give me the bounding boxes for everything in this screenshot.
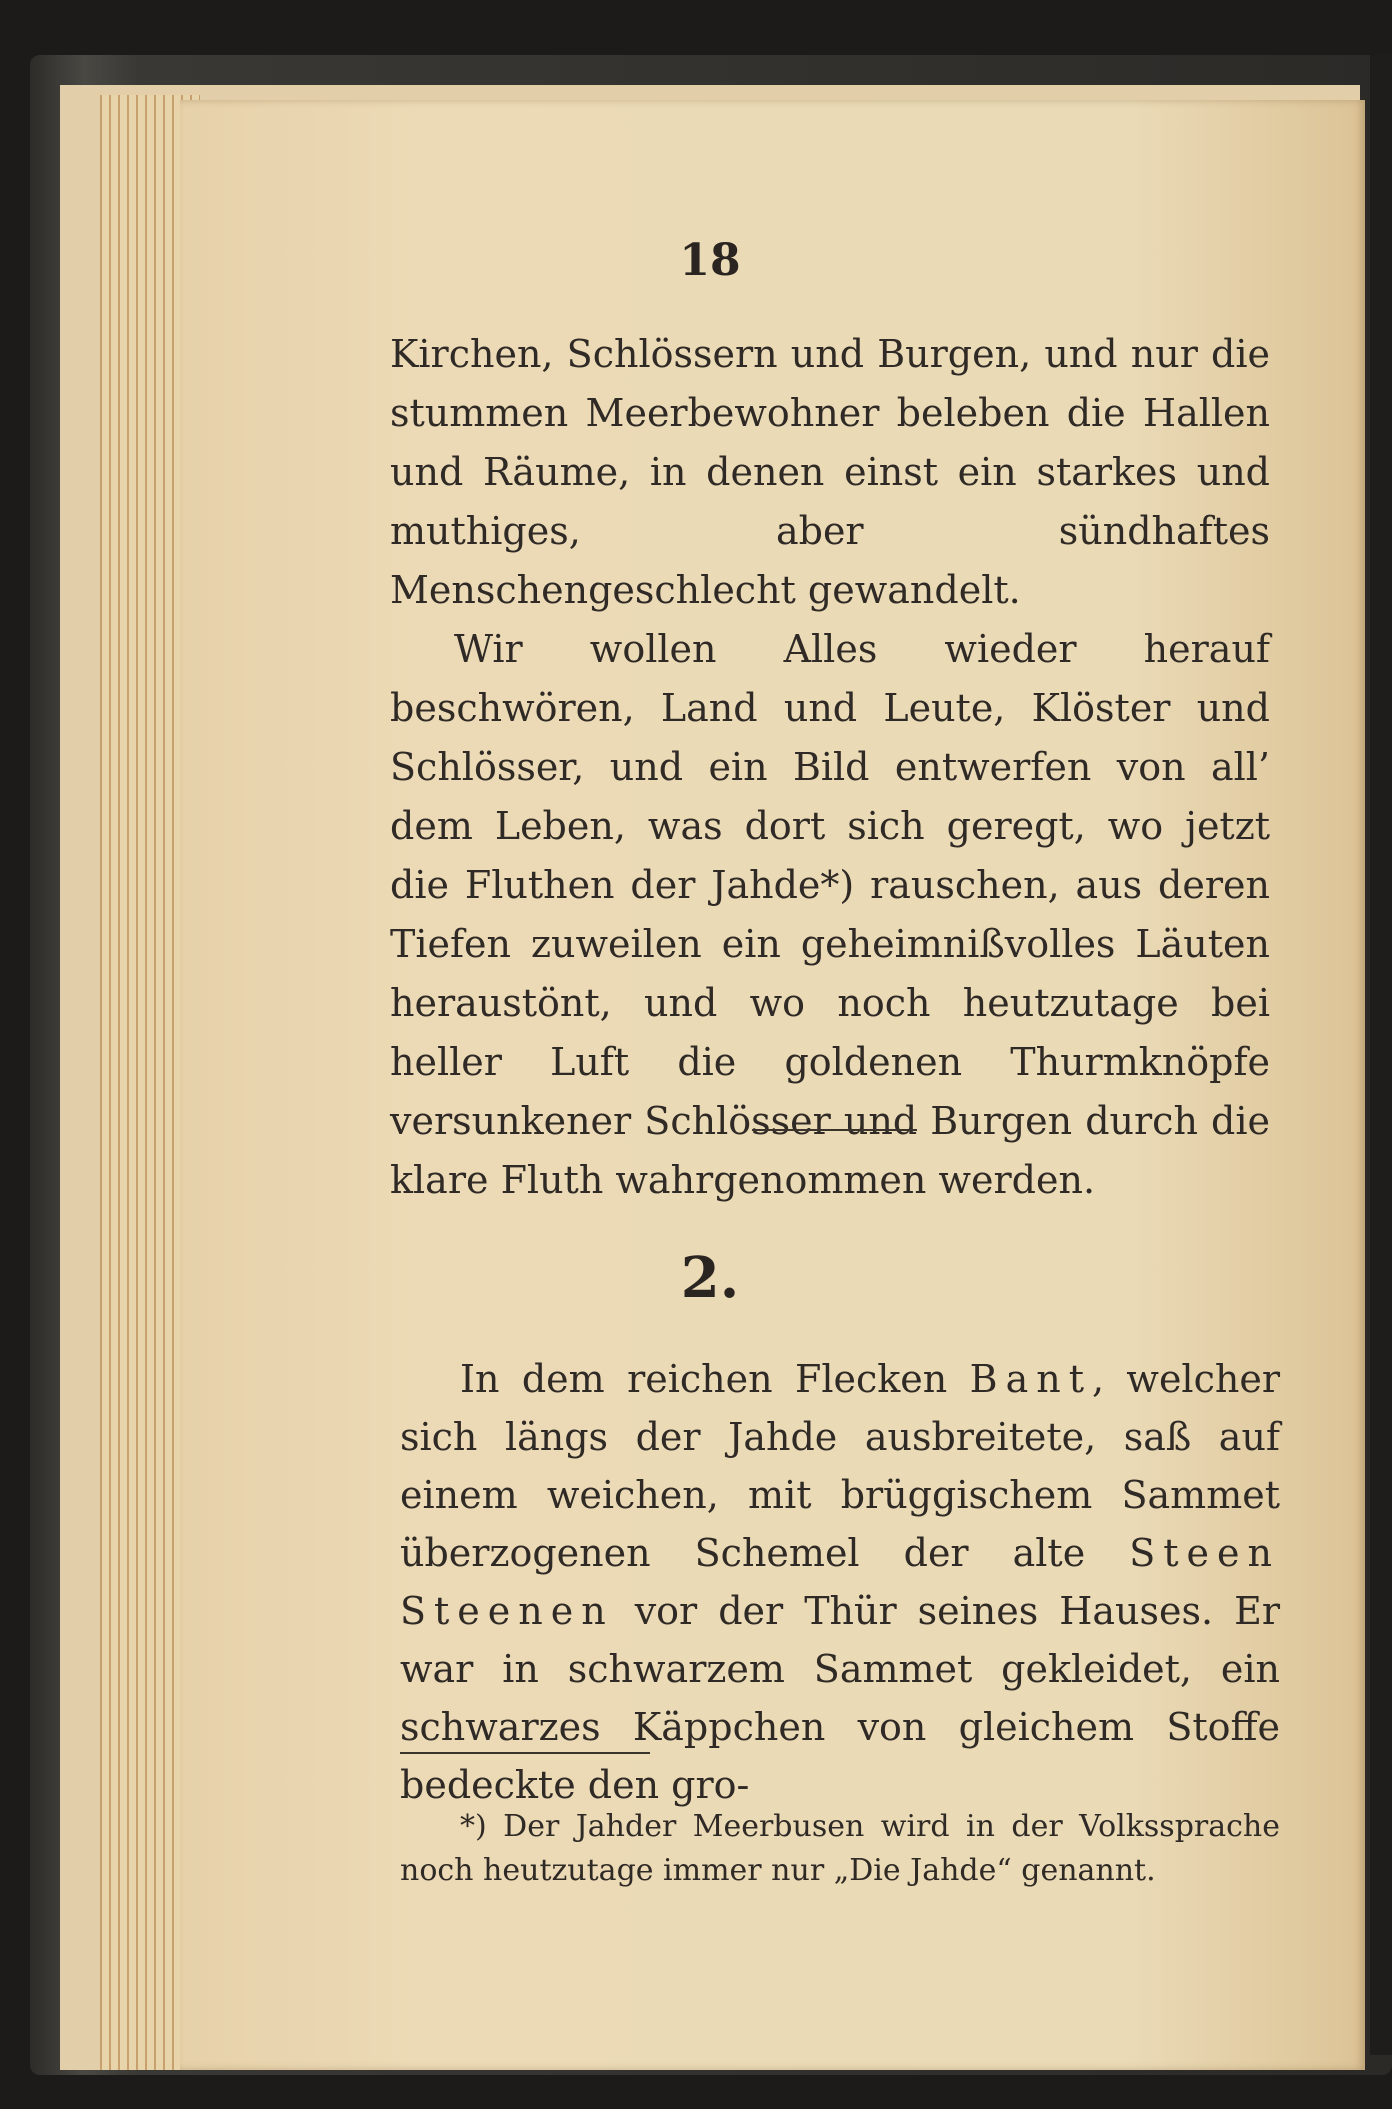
chapter-body xyxy=(400,1350,1280,1814)
paragraph-1: Kirchen, Schlössern und Burgen, und nur die stummen Meerbewohner beleben die Hallen und Räume, in denen einst ein starkes und muthiges, aber sündhaftes Menschengeschlecht gewandelt. xyxy=(390,332,1270,612)
chapter-paragraph xyxy=(400,1350,1280,1814)
footnote-rule xyxy=(400,1752,650,1754)
chapter-text-before: In dem reichen Flecken xyxy=(460,1357,970,1401)
chapter-text-middle: , welcher sich längs der Jahde ausbreitete, saß auf einem weichen, mit brüggischem Sammet überzogenen Schemel der alte xyxy=(400,1357,1280,1575)
chapter-heading: 2. xyxy=(680,1245,740,1311)
page-number: 18 xyxy=(679,235,741,286)
footnote xyxy=(400,1805,1280,1893)
place-name: Bant xyxy=(969,1357,1092,1401)
section-divider xyxy=(752,1129,917,1131)
person-name: Steen Steenen xyxy=(400,1531,1280,1633)
paragraph-2: Wir wollen Alles wieder herauf beschwören, Land und Leute, Klöster und Schlösser, und ein Bild entwerfen von all’ dem Leben, was dort sich geregt, wo jetzt die Fluthen der Jahde*) rauschen, aus deren Tiefen zuweilen ein geheimnißvolles Läuten heraustönt, und wo noch heutzutage bei heller Luft die goldenen Thurmknöpfe versunkener Schlösser und Burgen durch die klare Fluth wahrgenommen werden. xyxy=(390,627,1270,1202)
book-binding-edge xyxy=(1370,55,1392,2055)
footnote-text: *) Der Jahder Meerbusen wird in der Volkssprache noch heutzutage immer nur „Die Jahde“ genannt. xyxy=(400,1809,1280,1888)
body-text xyxy=(390,325,1270,1210)
chapter-text-after: vor der Thür seines Hauses. Er war in schwarzem Sammet gekleidet, ein schwarzes Käppchen von gleichem Stoffe bedeckte den gro- xyxy=(400,1589,1280,1807)
